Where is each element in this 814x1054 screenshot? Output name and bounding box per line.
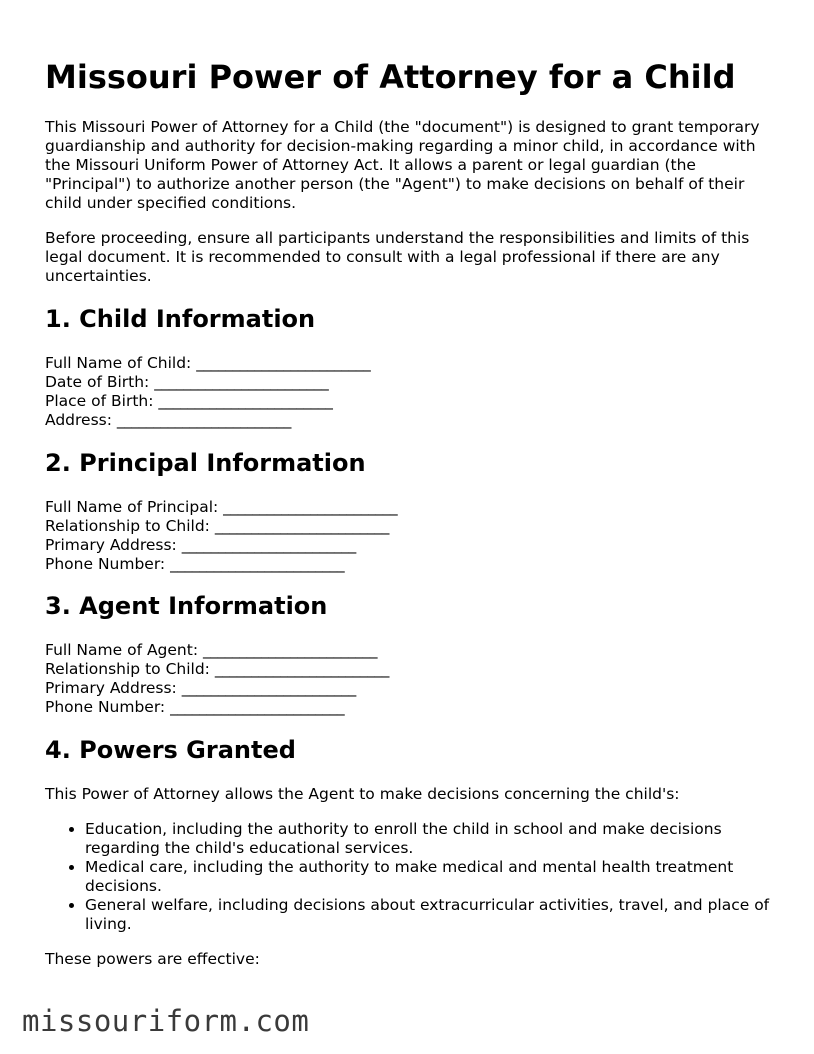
blank-line: ________________________	[214, 660, 389, 678]
blank-line: ________________________	[223, 498, 398, 516]
section-heading-principal-information: 2. Principal Information	[45, 449, 366, 477]
field-label: Relationship to Child:	[45, 517, 210, 535]
child-information-fields	[45, 354, 370, 430]
agent-information-fields	[45, 641, 389, 717]
blank-line: ________________________	[181, 679, 356, 697]
field-label: Full Name of Agent:	[45, 641, 199, 659]
field-label: Relationship to Child:	[45, 660, 210, 678]
field-agent-address[interactable]	[45, 679, 389, 698]
field-principal-relationship[interactable]	[45, 517, 397, 536]
field-label: Phone Number:	[45, 555, 166, 573]
document-title: Missouri Power of Attorney for a Child	[45, 58, 736, 96]
intro-paragraph-2: Before proceeding, ensure all participants understand the responsibilities and limits of this legal document. It is recommended to consult with a legal professional if there are any uncertainties.	[45, 229, 750, 285]
field-child-place-of-birth[interactable]	[45, 392, 370, 411]
power-item-medical-care: • Medical care, including the authority to make medical and mental health treatment decisions.	[85, 858, 785, 896]
field-principal-phone[interactable]	[45, 555, 397, 574]
intro-paragraph-1: This Missouri Power of Attorney for a Child (the "document") is designed to grant temporary guardianship and authority for decision-making regarding a minor child, in accordance with the Missouri Uniform Power of Attorney Act. It allows a parent or legal guardian (the "Principal") to authorize another person (the "Agent") to make decisions on behalf of their child under specified conditions.	[45, 118, 760, 212]
power-item-general-welfare: • General welfare, including decisions about extracurricular activities, travel, and place of living.	[85, 896, 785, 934]
field-label: Primary Address:	[45, 536, 177, 554]
blank-line: ________________________	[170, 698, 345, 716]
principal-information-fields	[45, 498, 397, 574]
field-agent-full-name[interactable]	[45, 641, 389, 660]
field-child-date-of-birth[interactable]	[45, 373, 370, 392]
powers-effective-label: These powers are effective:	[45, 950, 260, 968]
power-item-education: • Education, including the authority to enroll the child in school and make decisions regarding the child's educational services.	[85, 820, 785, 858]
field-label: Date of Birth:	[45, 373, 150, 391]
section-heading-powers-granted: 4. Powers Granted	[45, 736, 296, 764]
field-agent-phone[interactable]	[45, 698, 389, 717]
field-label: Address:	[45, 411, 112, 429]
powers-intro: This Power of Attorney allows the Agent to make decisions concerning the child's:	[45, 785, 680, 803]
field-agent-relationship[interactable]	[45, 660, 389, 679]
field-label: Primary Address:	[45, 679, 177, 697]
field-principal-address[interactable]	[45, 536, 397, 555]
powers-list	[45, 820, 785, 934]
field-label: Place of Birth:	[45, 392, 154, 410]
field-label: Full Name of Principal:	[45, 498, 219, 516]
blank-line: ________________________	[214, 517, 389, 535]
field-principal-full-name[interactable]	[45, 498, 397, 517]
blank-line: ________________________	[196, 354, 371, 372]
site-watermark: missouriform.com	[22, 1004, 310, 1038]
field-child-address[interactable]	[45, 411, 370, 430]
blank-line: ________________________	[158, 392, 333, 410]
field-label: Phone Number:	[45, 698, 166, 716]
section-heading-child-information: 1. Child Information	[45, 305, 316, 333]
blank-line: ________________________	[203, 641, 377, 659]
blank-line: ________________________	[181, 536, 356, 554]
field-label: Full Name of Child:	[45, 354, 192, 372]
field-child-full-name[interactable]	[45, 354, 370, 373]
blank-line: ________________________	[116, 411, 291, 429]
blank-line: ________________________	[170, 555, 345, 573]
blank-line: ________________________	[154, 373, 329, 391]
section-heading-agent-information: 3. Agent Information	[45, 592, 328, 620]
